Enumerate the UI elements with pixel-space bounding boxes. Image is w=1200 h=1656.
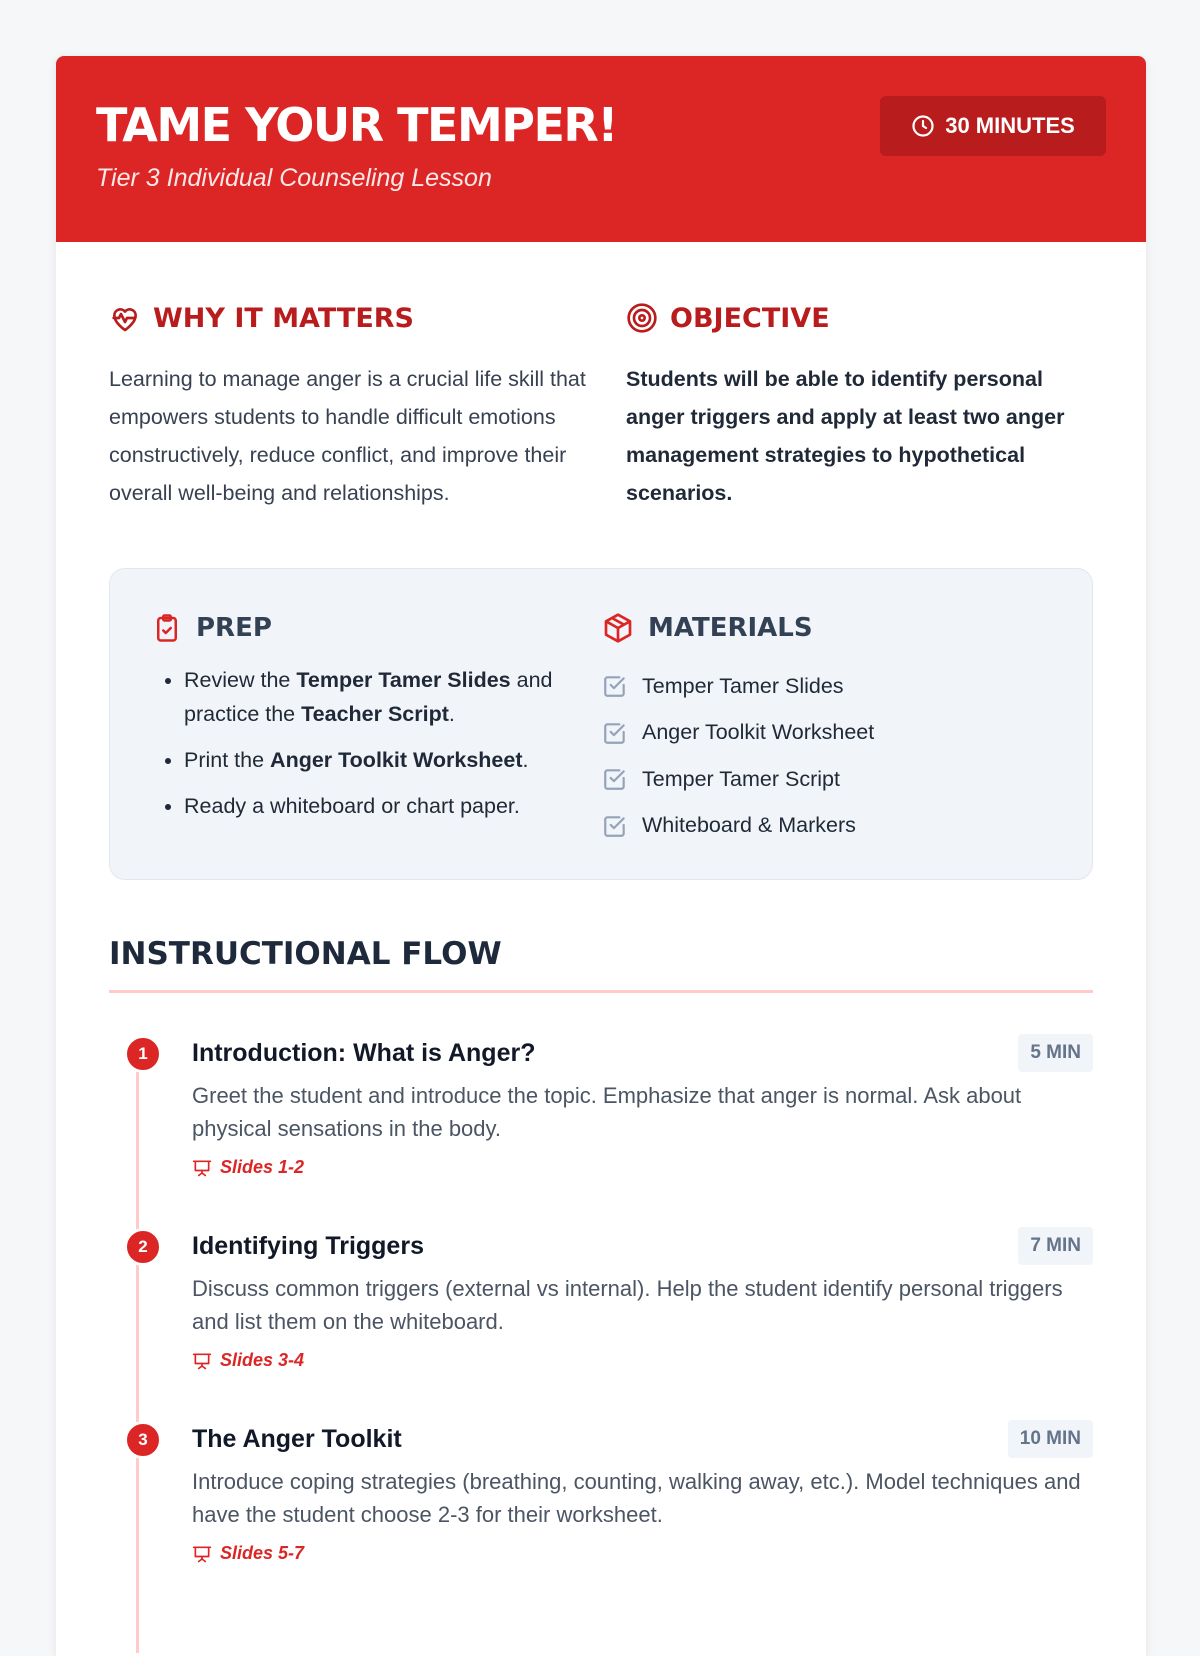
step-duration: 10 MIN xyxy=(1008,1420,1093,1458)
step-slides-link[interactable]: Slides 3-4 xyxy=(192,1350,1093,1371)
why-it-matters-section xyxy=(109,298,626,512)
step-title: Identifying Triggers xyxy=(192,1231,424,1260)
prep-item: • Review the Temper Tamer Slides and practice the Teacher Script. xyxy=(184,663,602,731)
lesson-title: TAME YOUR TEMPER! xyxy=(96,98,617,152)
step-number: 1 xyxy=(124,1035,162,1073)
clock-icon xyxy=(911,114,935,138)
flow-step xyxy=(109,1419,1093,1612)
duration-text: 30 MINUTES xyxy=(945,113,1075,138)
why-heading: WHY IT MATTERS xyxy=(153,302,414,334)
material-item: Whiteboard & Markers xyxy=(602,803,1052,850)
materials-list xyxy=(602,663,1052,849)
instructional-flow-heading: INSTRUCTIONAL FLOW xyxy=(109,936,1093,993)
checkbox-icon xyxy=(602,720,628,746)
materials-heading: MATERIALS xyxy=(648,613,813,643)
objective-text: Students will be able to identify personal anger triggers and apply at least two anger management strategies to hypothetical scenarios. xyxy=(626,367,1065,505)
lesson-subtitle: Tier 3 Individual Counseling Lesson xyxy=(96,164,492,192)
clipboard-check-icon xyxy=(152,613,182,643)
step-description: Introduce coping strategies (breathing, counting, walking away, etc.). Model techniques and have the student choose 2-3 for their worksheet. xyxy=(192,1469,1081,1527)
objective-heading: OBJECTIVE xyxy=(670,302,830,334)
step-title: Introduction: What is Anger? xyxy=(192,1038,536,1067)
step-description: Greet the student and introduce the topic. Emphasize that anger is normal. Ask about physical sensations in the body. xyxy=(192,1083,1022,1141)
material-item: Temper Tamer Slides xyxy=(602,663,1052,710)
target-icon xyxy=(626,302,658,334)
instructional-timeline xyxy=(109,1033,1093,1612)
lesson-header xyxy=(56,56,1146,242)
step-slides-link[interactable]: Slides 5-7 xyxy=(192,1543,1093,1564)
box-icon xyxy=(602,612,634,644)
prep-item: • Ready a whiteboard or chart paper. xyxy=(184,789,602,823)
checkbox-icon xyxy=(602,813,628,839)
flow-step xyxy=(109,1226,1093,1419)
prep-list xyxy=(152,663,602,823)
prep-materials-box xyxy=(109,568,1093,880)
heart-pulse-icon xyxy=(109,302,141,334)
checkbox-icon xyxy=(602,766,628,792)
material-item: Anger Toolkit Worksheet xyxy=(602,710,1052,757)
step-number: 3 xyxy=(124,1421,162,1459)
presentation-icon xyxy=(192,1158,212,1178)
step-duration: 7 MIN xyxy=(1018,1227,1093,1265)
materials-section xyxy=(602,609,1052,879)
prep-item: • Print the Anger Toolkit Worksheet. xyxy=(184,743,602,777)
prep-section xyxy=(152,609,602,879)
lesson-card xyxy=(56,56,1146,1656)
why-text: Learning to manage anger is a crucial life skill that empowers students to handle difficult emotions constructively, reduce conflict, and improve their overall well-being and relationships. xyxy=(109,367,586,505)
presentation-icon xyxy=(192,1544,212,1564)
checkbox-icon xyxy=(602,673,628,699)
step-number: 2 xyxy=(124,1228,162,1266)
step-slides-link[interactable]: Slides 1-2 xyxy=(192,1157,1093,1178)
step-title: The Anger Toolkit xyxy=(192,1424,402,1453)
step-duration: 5 MIN xyxy=(1018,1034,1093,1072)
material-item: Temper Tamer Script xyxy=(602,756,1052,803)
prep-heading: PREP xyxy=(196,613,272,643)
presentation-icon xyxy=(192,1351,212,1371)
objective-section xyxy=(626,298,1086,512)
flow-step xyxy=(109,1033,1093,1226)
step-description: Discuss common triggers (external vs internal). Help the student identify personal triggers and list them on the whiteboard. xyxy=(192,1276,1063,1334)
duration-badge xyxy=(880,96,1106,156)
